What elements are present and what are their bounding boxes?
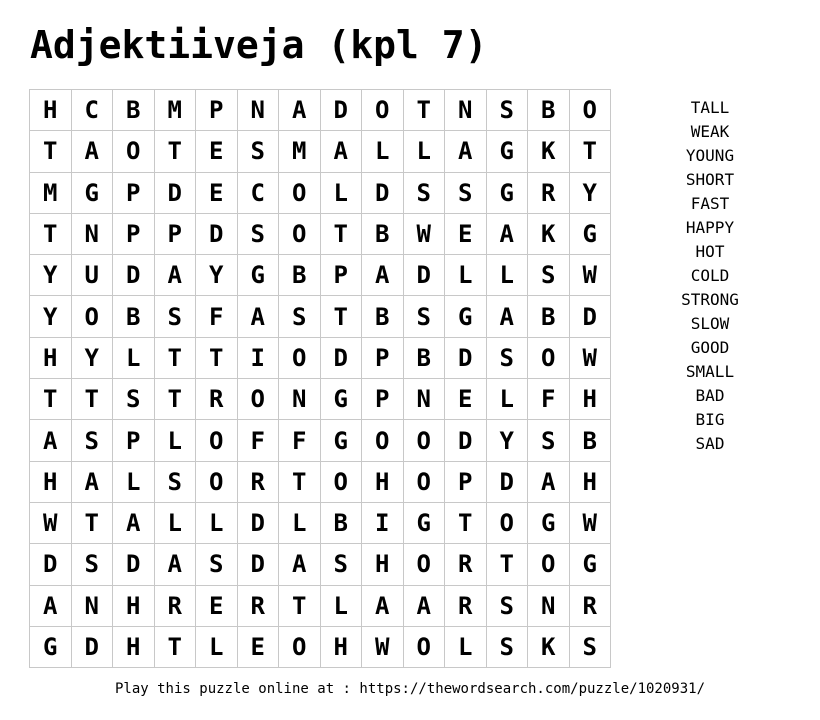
grid-cell[interactable]: D	[72, 627, 114, 668]
grid-cell[interactable]: D	[321, 338, 363, 379]
grid-cell[interactable]: A	[72, 462, 114, 503]
grid-cell[interactable]: P	[155, 214, 197, 255]
grid-cell[interactable]: A	[155, 544, 197, 585]
grid-cell[interactable]: A	[72, 131, 114, 172]
grid-cell[interactable]: G	[528, 503, 570, 544]
grid-cell[interactable]: G	[487, 131, 529, 172]
word-list-item: HOT	[695, 242, 725, 261]
grid-cell[interactable]: H	[362, 544, 404, 585]
grid-cell[interactable]: S	[72, 420, 114, 461]
grid-cell[interactable]: S	[238, 131, 280, 172]
grid-cell[interactable]: K	[528, 627, 570, 668]
grid-cell[interactable]: T	[321, 214, 363, 255]
grid-cell[interactable]: T	[445, 503, 487, 544]
grid-cell[interactable]: P	[445, 462, 487, 503]
grid-cell[interactable]: F	[196, 296, 238, 337]
grid-cell[interactable]: W	[30, 503, 72, 544]
grid-cell[interactable]: G	[404, 503, 446, 544]
word-list-item: STRONG	[681, 290, 739, 309]
grid-cell[interactable]: A	[30, 586, 72, 627]
word-list-item: SLOW	[690, 314, 730, 333]
grid-cell[interactable]: P	[113, 173, 155, 214]
grid-cell[interactable]: G	[321, 420, 363, 461]
grid-cell[interactable]: L	[196, 503, 238, 544]
grid-cell[interactable]: Y	[72, 338, 114, 379]
grid-cell[interactable]: B	[113, 296, 155, 337]
grid-cell[interactable]: S	[113, 379, 155, 420]
grid-cell[interactable]: D	[30, 544, 72, 585]
grid-cell[interactable]: R	[155, 586, 197, 627]
grid-cell[interactable]: S	[155, 462, 197, 503]
grid-cell[interactable]: A	[155, 255, 197, 296]
grid-cell[interactable]: L	[279, 503, 321, 544]
grid-cell[interactable]: D	[321, 90, 363, 131]
grid-cell[interactable]: G	[570, 544, 612, 585]
grid-cell[interactable]: L	[445, 627, 487, 668]
grid-cell[interactable]: H	[30, 90, 72, 131]
grid-cell[interactable]: L	[113, 462, 155, 503]
grid-cell[interactable]: T	[321, 296, 363, 337]
grid-cell[interactable]: N	[279, 379, 321, 420]
word-list-item: WEAK	[690, 122, 730, 141]
grid-cell[interactable]: S	[487, 586, 529, 627]
grid-cell[interactable]: S	[445, 173, 487, 214]
word-list-item: YOUNG	[685, 146, 735, 165]
grid-cell[interactable]: G	[487, 173, 529, 214]
grid-cell[interactable]: E	[196, 586, 238, 627]
grid-cell[interactable]: P	[362, 379, 404, 420]
grid-cell[interactable]: L	[487, 379, 529, 420]
grid-cell[interactable]: N	[72, 586, 114, 627]
grid-cell[interactable]: P	[113, 214, 155, 255]
grid-cell[interactable]: M	[155, 90, 197, 131]
grid-cell[interactable]: T	[196, 338, 238, 379]
grid-cell[interactable]: R	[528, 173, 570, 214]
grid-cell[interactable]: B	[113, 90, 155, 131]
grid-cell[interactable]: O	[404, 627, 446, 668]
grid-cell[interactable]: S	[528, 420, 570, 461]
grid-cell[interactable]: Y	[30, 255, 72, 296]
grid-cell[interactable]: T	[487, 544, 529, 585]
grid-cell[interactable]: T	[155, 131, 197, 172]
grid-cell[interactable]: O	[570, 90, 612, 131]
grid-cell[interactable]: R	[445, 544, 487, 585]
grid-cell[interactable]: E	[196, 173, 238, 214]
grid-cell[interactable]: A	[30, 420, 72, 461]
grid-cell[interactable]: E	[445, 214, 487, 255]
letter-grid	[29, 89, 611, 668]
grid-cell[interactable]: N	[445, 90, 487, 131]
grid-cell[interactable]: A	[113, 503, 155, 544]
grid-cell[interactable]: P	[362, 338, 404, 379]
grid-cell[interactable]: D	[113, 544, 155, 585]
grid-cell[interactable]: H	[570, 462, 612, 503]
grid-cell[interactable]: N	[404, 379, 446, 420]
grid-cell[interactable]: H	[570, 379, 612, 420]
grid-cell[interactable]: S	[321, 544, 363, 585]
grid-cell[interactable]: W	[570, 338, 612, 379]
word-list-item: SHORT	[685, 170, 735, 189]
grid-cell[interactable]: H	[362, 462, 404, 503]
grid-cell[interactable]: L	[321, 586, 363, 627]
grid-cell[interactable]: W	[362, 627, 404, 668]
grid-cell[interactable]: S	[404, 296, 446, 337]
grid-cell[interactable]: B	[528, 90, 570, 131]
word-list-item: COLD	[690, 266, 730, 285]
grid-cell[interactable]: B	[570, 420, 612, 461]
grid-cell[interactable]: D	[404, 255, 446, 296]
grid-cell[interactable]: O	[362, 90, 404, 131]
grid-cell[interactable]: A	[487, 296, 529, 337]
grid-cell[interactable]: H	[30, 462, 72, 503]
grid-cell[interactable]: A	[445, 131, 487, 172]
grid-cell[interactable]: O	[113, 131, 155, 172]
grid-cell[interactable]: D	[445, 420, 487, 461]
grid-cell[interactable]: D	[487, 462, 529, 503]
grid-cell[interactable]: H	[113, 586, 155, 627]
grid-cell[interactable]: O	[528, 544, 570, 585]
grid-cell[interactable]: R	[570, 586, 612, 627]
grid-cell[interactable]: I	[362, 503, 404, 544]
grid-cell[interactable]: E	[238, 627, 280, 668]
grid-cell[interactable]: Y	[487, 420, 529, 461]
grid-cell[interactable]: N	[528, 586, 570, 627]
grid-cell[interactable]: K	[528, 131, 570, 172]
grid-cell[interactable]: D	[445, 338, 487, 379]
grid-cell[interactable]: D	[196, 214, 238, 255]
grid-cell[interactable]: F	[528, 379, 570, 420]
grid-cell[interactable]: T	[72, 503, 114, 544]
grid-cell[interactable]: L	[321, 173, 363, 214]
grid-cell[interactable]: S	[528, 255, 570, 296]
grid-cell[interactable]: S	[487, 90, 529, 131]
grid-cell[interactable]: H	[113, 627, 155, 668]
grid-cell[interactable]: T	[72, 379, 114, 420]
word-list-item: SAD	[695, 434, 725, 453]
grid-cell[interactable]: F	[238, 420, 280, 461]
grid-cell[interactable]: O	[279, 338, 321, 379]
grid-cell[interactable]: T	[570, 131, 612, 172]
grid-cell[interactable]: T	[155, 627, 197, 668]
grid-cell[interactable]: M	[279, 131, 321, 172]
grid-cell[interactable]: A	[487, 214, 529, 255]
grid-cell[interactable]: G	[321, 379, 363, 420]
grid-cell[interactable]: O	[404, 420, 446, 461]
grid-cell[interactable]: E	[196, 131, 238, 172]
word-list-item: FAST	[690, 194, 730, 213]
word-list	[660, 96, 760, 456]
grid-cell[interactable]: L	[487, 255, 529, 296]
grid-cell[interactable]: S	[570, 627, 612, 668]
grid-cell[interactable]: L	[196, 627, 238, 668]
grid-cell[interactable]: T	[30, 379, 72, 420]
grid-cell[interactable]: S	[487, 627, 529, 668]
grid-cell[interactable]: D	[570, 296, 612, 337]
grid-cell[interactable]: R	[445, 586, 487, 627]
grid-cell[interactable]: A	[279, 544, 321, 585]
grid-cell[interactable]: A	[321, 131, 363, 172]
grid-cell[interactable]: T	[279, 586, 321, 627]
grid-cell[interactable]: L	[155, 503, 197, 544]
footer-text: Play this puzzle online at : https://thewordsearch.com/puzzle/1020931/	[114, 681, 705, 697]
grid-cell[interactable]: E	[445, 379, 487, 420]
grid-cell[interactable]: G	[238, 255, 280, 296]
grid-cell[interactable]: P	[196, 90, 238, 131]
grid-cell[interactable]: S	[72, 544, 114, 585]
grid-cell[interactable]: B	[362, 296, 404, 337]
grid-cell[interactable]: Y	[30, 296, 72, 337]
grid-cell[interactable]: D	[238, 503, 280, 544]
grid-cell[interactable]: O	[528, 338, 570, 379]
grid-cell[interactable]: I	[238, 338, 280, 379]
grid-cell[interactable]: O	[362, 420, 404, 461]
grid-cell[interactable]: D	[238, 544, 280, 585]
grid-cell[interactable]: L	[155, 420, 197, 461]
grid-cell[interactable]: H	[30, 338, 72, 379]
grid-cell[interactable]: B	[528, 296, 570, 337]
grid-cell[interactable]: Y	[570, 173, 612, 214]
grid-cell[interactable]: S	[487, 338, 529, 379]
grid-cell[interactable]: A	[362, 586, 404, 627]
grid-cell[interactable]: N	[238, 90, 280, 131]
grid-cell[interactable]: O	[72, 296, 114, 337]
grid-cell[interactable]: P	[321, 255, 363, 296]
grid-cell[interactable]: L	[404, 131, 446, 172]
grid-cell[interactable]: D	[113, 255, 155, 296]
grid-cell[interactable]: R	[238, 586, 280, 627]
grid-cell[interactable]: G	[445, 296, 487, 337]
grid-cell[interactable]: S	[238, 214, 280, 255]
grid-cell[interactable]: O	[196, 462, 238, 503]
grid-cell[interactable]: T	[404, 90, 446, 131]
grid-cell[interactable]: L	[445, 255, 487, 296]
grid-cell[interactable]: K	[528, 214, 570, 255]
grid-cell[interactable]: B	[362, 214, 404, 255]
word-list-item: HAPPY	[685, 218, 735, 237]
grid-cell[interactable]: M	[30, 173, 72, 214]
grid-cell[interactable]: O	[321, 462, 363, 503]
grid-cell[interactable]: A	[404, 586, 446, 627]
grid-cell[interactable]: L	[113, 338, 155, 379]
grid-cell[interactable]: T	[155, 338, 197, 379]
word-list-item: SMALL	[685, 362, 735, 381]
grid-cell[interactable]: O	[238, 379, 280, 420]
grid-cell[interactable]: R	[196, 379, 238, 420]
grid-cell[interactable]: O	[279, 627, 321, 668]
grid-cell[interactable]: G	[72, 173, 114, 214]
grid-cell[interactable]: A	[362, 255, 404, 296]
grid-cell[interactable]: L	[362, 131, 404, 172]
grid-cell[interactable]: W	[404, 214, 446, 255]
grid-cell[interactable]: G	[570, 214, 612, 255]
grid-cell[interactable]: U	[72, 255, 114, 296]
grid-cell[interactable]: C	[238, 173, 280, 214]
grid-cell[interactable]: G	[30, 627, 72, 668]
grid-cell[interactable]: S	[404, 173, 446, 214]
grid-cell[interactable]: S	[155, 296, 197, 337]
grid-cell[interactable]: W	[570, 255, 612, 296]
grid-cell[interactable]: B	[279, 255, 321, 296]
grid-cell[interactable]: O	[279, 214, 321, 255]
grid-cell[interactable]: C	[72, 90, 114, 131]
grid-cell[interactable]: W	[570, 503, 612, 544]
grid-cell[interactable]: T	[30, 131, 72, 172]
grid-cell[interactable]: B	[404, 338, 446, 379]
grid-cell[interactable]: O	[404, 544, 446, 585]
grid-cell[interactable]: B	[321, 503, 363, 544]
grid-cell[interactable]: P	[113, 420, 155, 461]
word-list-item: TALL	[690, 98, 730, 117]
puzzle-title: Adjektiiveja (kpl 7)	[30, 23, 488, 67]
grid-cell[interactable]: T	[30, 214, 72, 255]
grid-cell[interactable]: F	[279, 420, 321, 461]
grid-cell[interactable]: A	[279, 90, 321, 131]
grid-cell[interactable]: R	[238, 462, 280, 503]
word-list-item: GOOD	[690, 338, 730, 357]
grid-cell[interactable]: T	[155, 379, 197, 420]
grid-cell[interactable]: T	[279, 462, 321, 503]
grid-cell[interactable]: H	[321, 627, 363, 668]
grid-cell[interactable]: D	[155, 173, 197, 214]
grid-cell[interactable]: A	[528, 462, 570, 503]
grid-cell[interactable]: S	[279, 296, 321, 337]
grid-cell[interactable]: N	[72, 214, 114, 255]
grid-cell[interactable]: O	[279, 173, 321, 214]
grid-cell[interactable]: D	[362, 173, 404, 214]
word-list-item: BIG	[695, 410, 725, 429]
word-list-item: BAD	[695, 386, 725, 405]
grid-cell[interactable]: O	[404, 462, 446, 503]
grid-cell[interactable]: O	[487, 503, 529, 544]
grid-cell[interactable]: S	[196, 544, 238, 585]
grid-cell[interactable]: O	[196, 420, 238, 461]
grid-cell[interactable]: A	[238, 296, 280, 337]
grid-cell[interactable]: Y	[196, 255, 238, 296]
